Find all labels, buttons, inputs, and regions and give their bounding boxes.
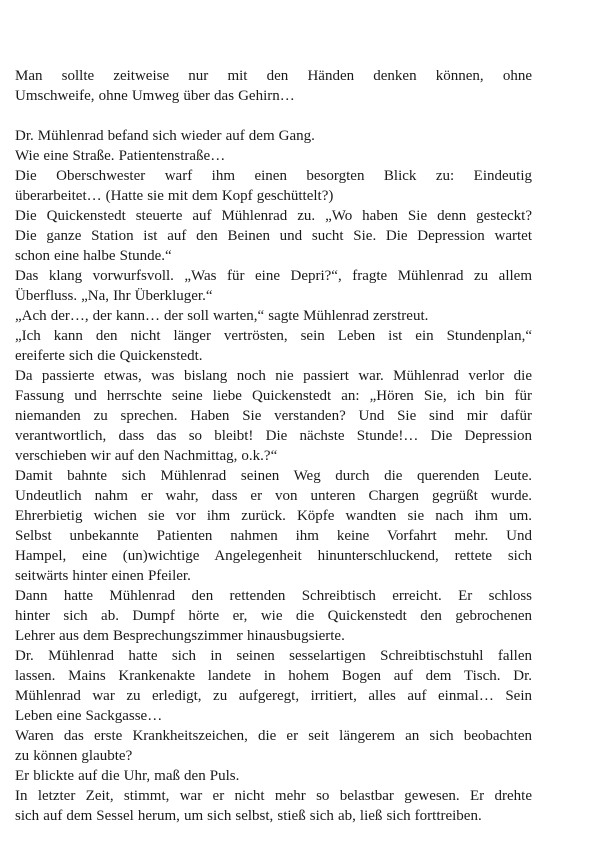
text-line: Da passierte etwas, was bislang noch nie passiert war. Mühlenrad verlor die — [15, 368, 532, 384]
text-line: Hampel, eine (un)wichtige Angelegenheit hinunterschluckend, rettete sich — [15, 548, 532, 564]
text-line: niemanden zu sprechen. Haben Sie verstanden? Und Sie sind mir dafür — [15, 408, 532, 424]
text-line: zu können glaubte? — [15, 748, 133, 764]
text-line: verantwortlich, dass das so bleibt! Die nächste Stunde!… Die Depression — [15, 428, 532, 444]
text-line: seitwärts hinter einen Pfeiler. — [15, 568, 191, 584]
paragraph — [15, 466, 532, 586]
text-line: Damit bahnte sich Mühlenrad seinen Weg durch die querenden Leute. — [15, 468, 532, 484]
text-line: Ehrerbietig wichen sie vor ihm zurück. Köpfe wandten sie nach ihm um. — [15, 508, 532, 524]
paragraph — [15, 366, 532, 466]
text-line: Mühlenrad war zu erledigt, zu aufgeregt, irritiert, alles auf einmal… Sein — [15, 688, 532, 704]
paragraph — [15, 326, 532, 366]
paragraph — [15, 206, 532, 266]
text-line: Er blickte auf die Uhr, maß den Puls. — [15, 768, 240, 784]
text-line: Man sollte zeitweise nur mit den Händen denken können, ohne — [15, 68, 532, 84]
text-line: Das klang vorwurfsvoll. „Was für eine Depri?“, fragte Mühlenrad zu allem — [15, 268, 532, 284]
text-line: Dr. Mühlenrad befand sich wieder auf dem Gang. — [15, 128, 315, 144]
text-line: sich auf dem Sessel herum, um sich selbst, stieß sich ab, ließ sich forttreiben. — [15, 808, 482, 824]
paragraph — [15, 166, 532, 206]
paragraph — [15, 146, 532, 166]
text-line: Lehrer aus dem Besprechungszimmer hinausbugsierte. — [15, 628, 345, 644]
text-line: Undeutlich nahm er wahr, dass er von unteren Chargen gegrüßt wurde. — [15, 488, 532, 504]
text-line: Die Oberschwester warf ihm einen besorgten Blick zu: Eindeutig — [15, 168, 532, 184]
text-line: ereiferte sich die Quickenstedt. — [15, 348, 203, 364]
paragraph — [15, 586, 532, 646]
text-line: überarbeitet… (Hatte sie mit dem Kopf geschüttelt?) — [15, 188, 334, 204]
paragraph — [15, 646, 532, 726]
text-line: „Ach der…, der kann… der soll warten,“ sagte Mühlenrad zerstreut. — [15, 308, 429, 324]
text-line: „Ich kann den nicht länger vertrösten, sein Leben ist ein Stundenplan,“ — [15, 328, 532, 344]
paragraph — [15, 766, 532, 786]
text-line: Die Quickenstedt steuerte auf Mühlenrad zu. „Wo haben Sie denn gesteckt? — [15, 208, 532, 224]
text-line: verschieben wir auf den Nachmittag, o.k.?“ — [15, 448, 278, 464]
text-line: Die ganze Station ist auf den Beinen und sucht Sie. Die Depression wartet — [15, 228, 532, 244]
text-line: Fassung und herrschte seine liebe Quickenstedt an: „Hören Sie, ich bin für — [15, 388, 532, 404]
text-line: Umschweife, ohne Umweg über das Gehirn… — [15, 88, 295, 104]
paragraph — [15, 786, 532, 826]
text-line: Leben eine Sackgasse… — [15, 708, 163, 724]
text-line: schon eine halbe Stunde.“ — [15, 248, 172, 264]
paragraph — [15, 306, 532, 326]
text-line: Dann hatte Mühlenrad den rettenden Schreibtisch erreicht. Er schloss — [15, 588, 532, 604]
paragraph — [15, 126, 532, 146]
text-line: Selbst unbekannte Patienten nahmen ihm keine Vorfahrt mehr. Und — [15, 528, 532, 544]
paragraph — [15, 66, 532, 106]
text-line: Überfluss. „Na, Ihr Überkluger.“ — [15, 288, 213, 304]
text-block — [15, 66, 532, 826]
text-line: In letzter Zeit, stimmt, war er nicht mehr so belastbar gewesen. Er drehte — [15, 788, 532, 804]
paragraph — [15, 726, 532, 766]
paragraph — [15, 266, 532, 306]
text-line: Wie eine Straße. Patientenstraße… — [15, 148, 226, 164]
text-line: lassen. Mains Krankenakte landete in hohem Bogen auf dem Tisch. Dr. — [15, 668, 532, 684]
text-line: Waren das erste Krankheitszeichen, die er seit längerem an sich beobachten — [15, 728, 532, 744]
text-line: Dr. Mühlenrad hatte sich in seinen sesselartigen Schreibtischstuhl fallen — [15, 648, 532, 664]
text-line: hinter sich ab. Dumpf hörte er, wie die Quickenstedt den gebrochenen — [15, 608, 532, 624]
